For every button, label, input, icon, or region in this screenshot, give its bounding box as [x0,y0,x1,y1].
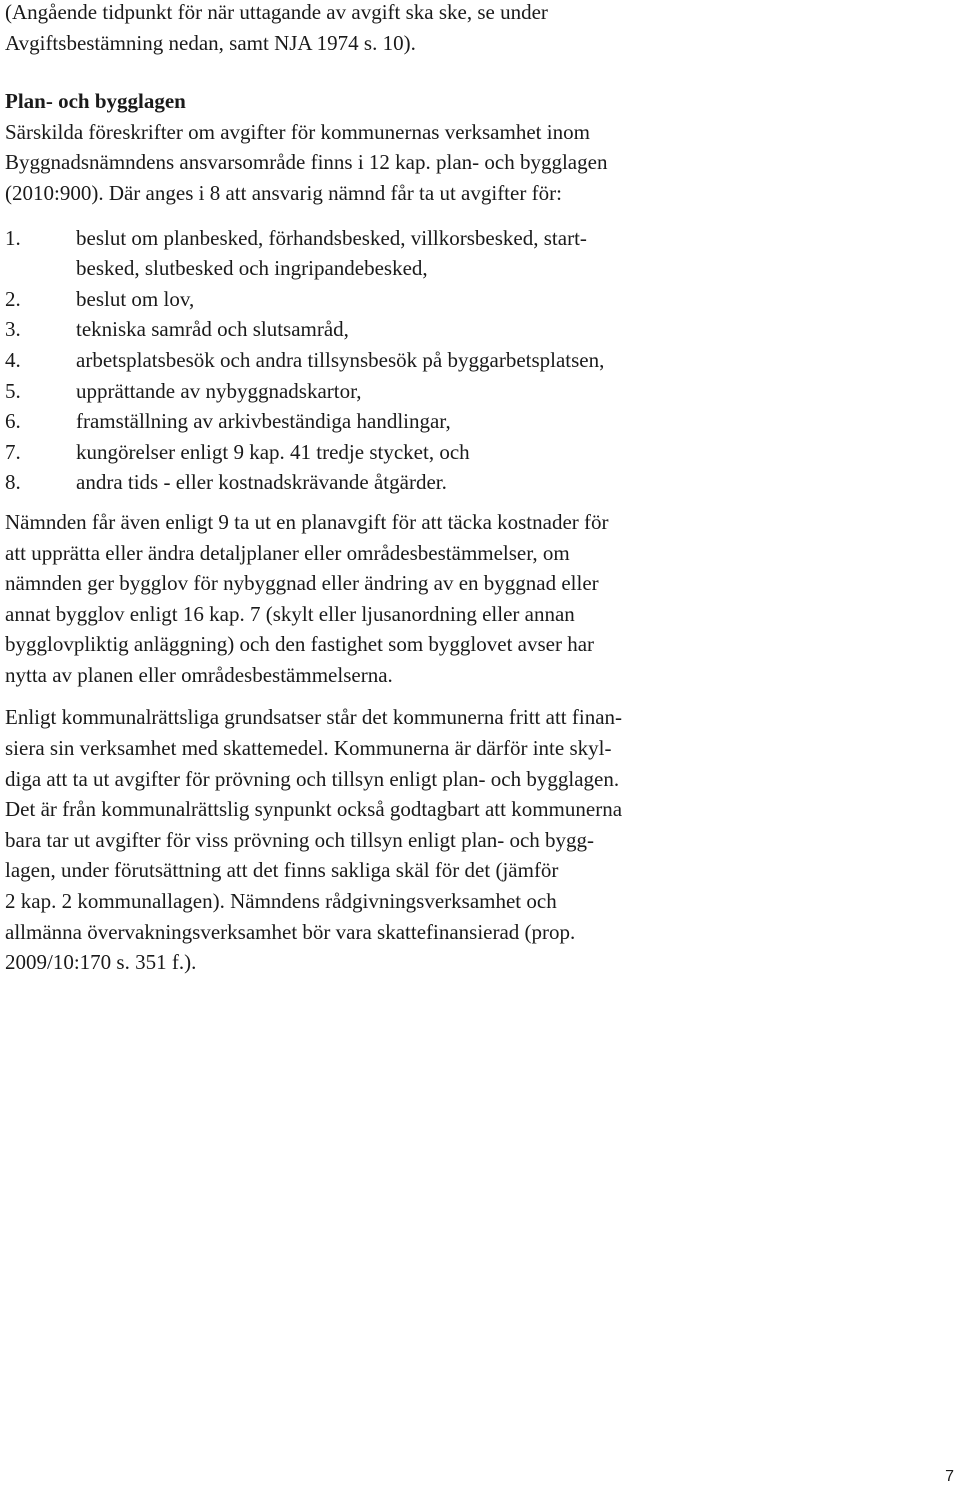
text-line: lagen, under förutsättning att det finns sakliga skäl för det (jämför [5,858,559,883]
text-line: att upprätta eller ändra detaljplaner eller områdesbestämmelser, om [5,540,570,565]
text-line: bara tar ut avgifter för viss prövning och tillsyn enligt plan- och bygg- [5,827,595,852]
list-item [5,223,945,284]
list-item-number: 7. [5,439,21,464]
intro-paragraph [5,0,945,58]
section-heading: Plan- och bygglagen [5,89,186,114]
list-item-number: 4. [5,347,21,372]
text-line: annat bygglov enligt 16 kap. 7 (skylt eller ljusanordning eller annan [5,601,575,626]
text-line: (Angående tidpunkt för när uttagande av avgift ska ske, se under [5,0,548,24]
list-item-text: kungörelser enligt 9 kap. 41 tredje stycket, och [76,439,470,464]
list-item [5,314,945,345]
text-line: 2 kap. 2 kommunallagen). Nämndens rådgivningsverksamhet och [5,889,557,914]
list-item [5,345,945,376]
text-line: Avgiftsbestämning nedan, samt NJA 1974 s. 10). [5,30,416,55]
list-item-text: besked, slutbesked och ingripandebesked, [76,256,428,281]
text-line: Det är från kommunalrättslig synpunkt också godtagbart att kommunerna [5,797,623,822]
text-line: diga att ta ut avgifter för prövning och tillsyn enligt plan- och bygglagen. [5,766,620,791]
text-line: Byggnadsnämndens ansvarsområde finns i 12 kap. plan- och bygglagen [5,150,608,175]
list-item [5,284,945,315]
text-line: siera sin verksamhet med skattemedel. Kommunerna är därför inte skyl- [5,736,612,761]
text-line: 2009/10:170 s. 351 f.). [5,950,197,975]
text-line: (2010:900). Där anges i 8 att ansvarig nämnd får ta ut avgifter för: [5,180,562,205]
list-item-text: upprättande av nybyggnadskartor, [76,378,362,403]
list-item-text: andra tids - eller kostnadskrävande åtgärder. [76,470,447,495]
text-line: Enligt kommunalrättsliga grundsatser står det kommunerna fritt att finan- [5,705,623,730]
list-item-number: 6. [5,409,21,434]
text-line: nytta av planen eller områdesbestämmelserna. [5,662,393,687]
list-item-text: beslut om planbesked, förhandsbesked, villkorsbesked, start- [76,225,587,250]
text-line: nämnden ger bygglov för nybyggnad eller ändring av en byggnad eller [5,571,599,596]
text-line: bygglovpliktig anläggning) och den fastighet som bygglovet avser har [5,632,595,657]
list-item-number: 8. [5,470,21,495]
list-item-text: tekniska samråd och slutsamråd, [76,317,349,342]
fee-list [5,223,945,498]
planavgift-paragraph [5,507,945,691]
text-line: Särskilda föreskrifter om avgifter för kommunernas verksamhet inom [5,119,590,144]
text-line: Nämnden får även enligt 9 ta ut en planavgift för att täcka kostnader för [5,509,609,534]
list-item [5,437,945,468]
text-line: allmänna övervakningsverksamhet bör vara skattefinansierad (prop. [5,919,576,944]
kommunalratt-paragraph [5,702,945,977]
list-item-text: arbetsplatsbesök och andra tillsynsbesök på byggarbetsplatsen, [76,347,605,372]
page-number: 7 [945,1468,954,1485]
section-intro-paragraph [5,117,945,209]
list-item-text: beslut om lov, [76,286,195,311]
list-item-number: 5. [5,378,21,403]
list-item [5,406,945,437]
list-item [5,376,945,407]
list-item [5,467,945,498]
list-item-number: 3. [5,317,21,342]
list-item-text: framställning av arkivbeständiga handlingar, [76,409,451,434]
list-item-number: 2. [5,286,21,311]
list-item-number: 1. [5,225,21,250]
document-page [5,0,945,978]
